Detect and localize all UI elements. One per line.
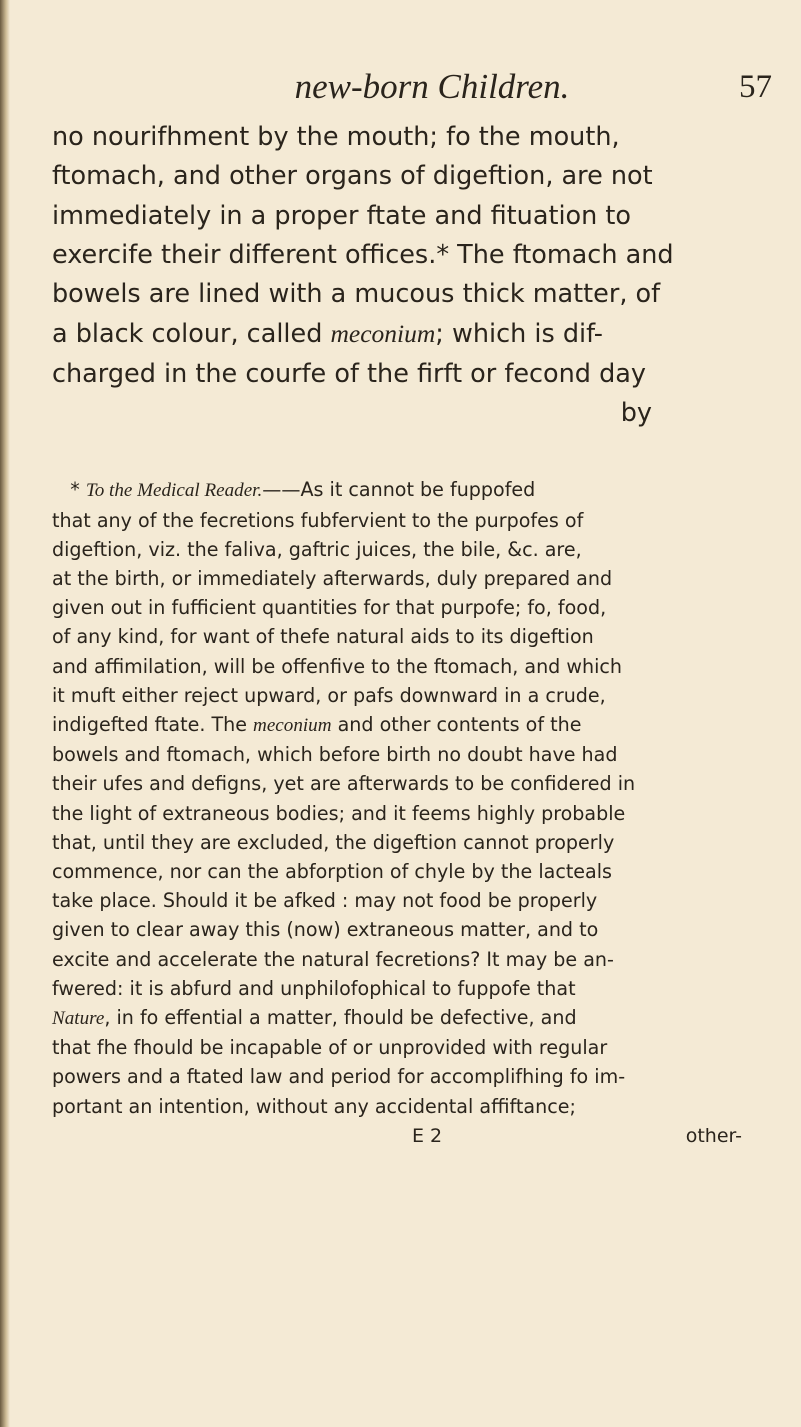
footnote-line: of any kind, for want of thefe natural aids to its digeftion (52, 625, 594, 649)
footnote-address: To the Medical Reader. (85, 480, 263, 502)
page-header (52, 62, 772, 112)
footnote-line: powers and a ftated law and period for accomplifhing fo im- (52, 1065, 626, 1089)
footnote-line: digeftion, viz. the faliva, gaftric juices, the bile, &c. are, (52, 537, 582, 561)
footnote-segment: As it cannot be fuppofed (300, 478, 536, 502)
footnote-segment: , in fo effential a matter, fhould be defective, and (104, 1006, 577, 1030)
catchword: by (620, 398, 652, 429)
footnote-line: their ufes and defigns, yet are afterwards to be confidered in (52, 772, 636, 796)
term-meconium: meconium (253, 715, 332, 736)
book-gutter (0, 0, 10, 1427)
footnote-line: that any of the fecretions fubfervient to the purpofes of (52, 508, 584, 532)
footnote-line: at the birth, or immediately afterwards, duly prepared and (52, 566, 613, 590)
text-line: immediately in a proper ftate and fituation to (52, 200, 632, 231)
text-line: charged in the courfe of the firft or fecond day (52, 358, 647, 389)
footnote-line: the light of extraneous bodies; and it feems highly probable (52, 801, 626, 825)
text-line: exercife their different offices.* The ftomach and (52, 239, 674, 270)
footnote-line (52, 1003, 772, 1033)
main-text (52, 118, 772, 433)
text-line: no nourifhment by the mouth; fo the mouth, (52, 122, 620, 152)
footnote-line (52, 710, 772, 740)
footnote (52, 475, 772, 1120)
page-number: 57 (739, 69, 772, 105)
text-segment: a black colour, called (52, 319, 331, 350)
footnote-dash: —— (262, 478, 301, 502)
footnote-line (52, 475, 772, 505)
footnote-line: excite and accelerate the natural fecretions? It may be an- (52, 947, 614, 971)
footnote-line: fwered: it is abfurd and unphilofophical to fuppofe that (52, 976, 576, 1000)
footnote-line: take place. Should it be afked : may not food be properly (52, 889, 598, 913)
footnote-marker: * (70, 478, 80, 502)
text-line: bowels are lined with a mucous thick matter, of (52, 279, 661, 310)
term-nature: Nature (52, 1008, 105, 1030)
page-footer (52, 1121, 772, 1151)
running-head: new-born Children. (294, 67, 570, 106)
footnote-line: that fhe fhould be incapable of or unprovided with regular (52, 1036, 608, 1060)
text-line (52, 314, 772, 354)
footnote-line: it muft either reject upward, or pafs downward in a crude, (52, 683, 606, 707)
footnote-line: that, until they are excluded, the digeftion cannot properly (52, 830, 615, 854)
footnote-line: bowels and ftomach, which before birth no doubt have had (52, 743, 618, 767)
footnote-line: commence, nor can the abforption of chyle by the lacteals (52, 860, 613, 884)
footer-catchword: other- (685, 1124, 742, 1147)
footnote-line: portant an intention, without any accidental affiftance; (52, 1094, 576, 1118)
text-segment: ; which is dif- (435, 319, 603, 350)
term-meconium: meconium (330, 319, 436, 349)
book-page (52, 62, 772, 1151)
footnote-line: given to clear away this (now) extraneous matter, and to (52, 918, 599, 942)
text-line: ftomach, and other organs of digeftion, are not (52, 161, 653, 192)
footnote-segment: and other contents of the (331, 713, 582, 736)
footnote-segment: indigefted ftate. The (52, 713, 254, 736)
footnote-line: given out in fufficient quantities for that purpofe; fo, food, (52, 596, 607, 620)
footnote-line: and affimilation, will be offenfive to the ftomach, and which (52, 654, 622, 678)
signature-mark: E 2 (412, 1124, 443, 1147)
